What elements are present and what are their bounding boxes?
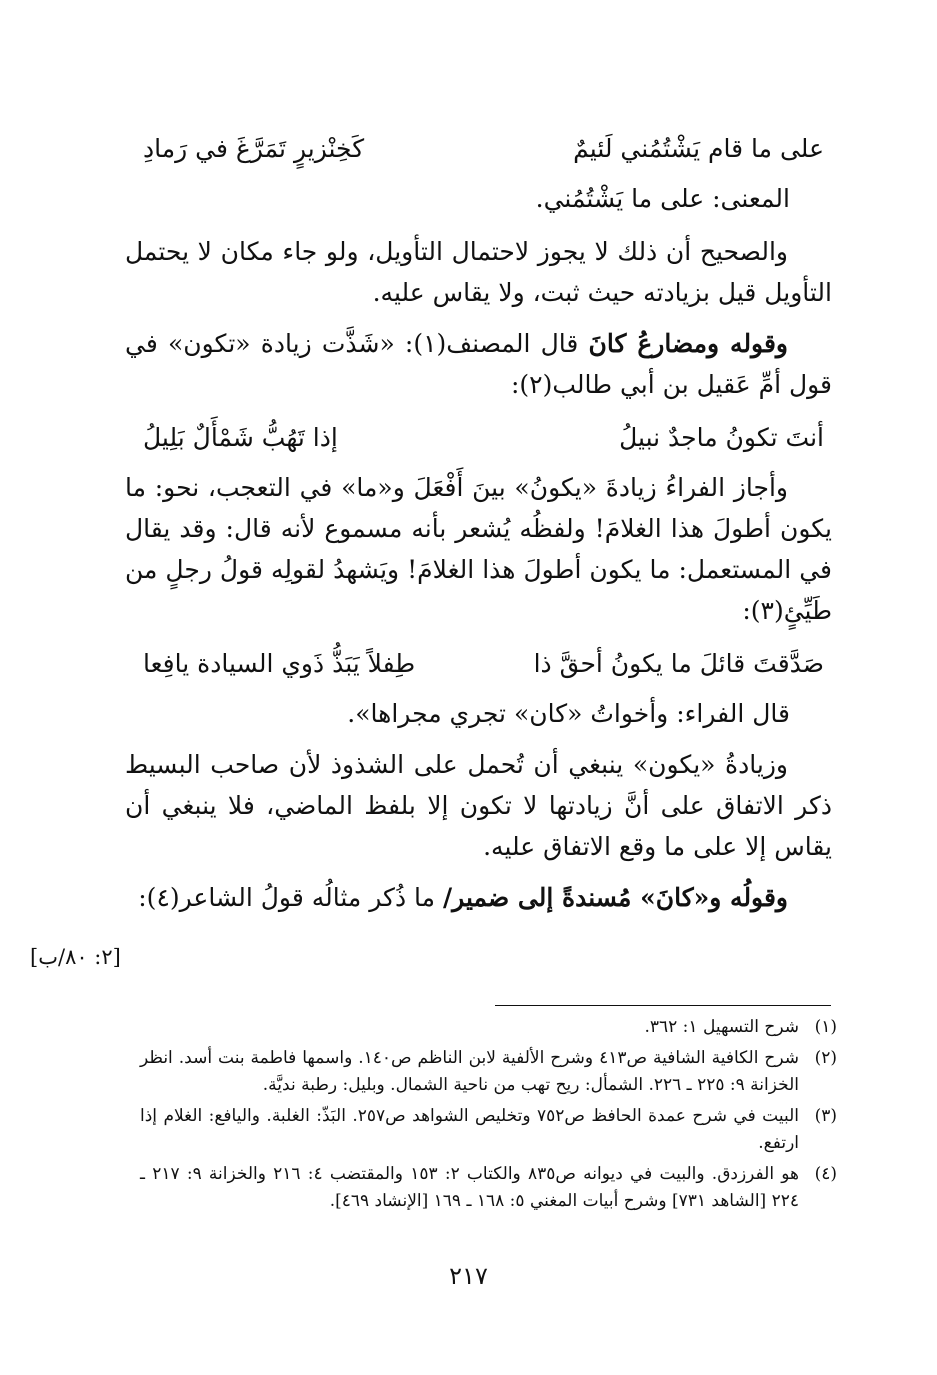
verse-1 <box>125 126 832 172</box>
footnote-text: هو الفرزدق. والبيت في ديوانه ص٨٣٥ والكتاب ٢: ١٥٣ والمقتضب ٤: ٢١٦ والخزانة ٩: ٢١٧ ـ ٢٢٤ [الشاهد ٧٣١] وشرح أبيات المغني ٥: ١٦٨ ـ ١٦٩ [الإنشاد ٤٦٩]. <box>140 1164 800 1211</box>
verse-3-second-hemistich: طِفلاً يَبَذُّ ذَوي السيادة يافِعا <box>143 649 416 678</box>
footnote-text: شرح الكافية الشافية ص٤١٣ وشرح الألفية لابن الناظم ص١٤٠. واسمها فاطمة بنت أسد. انظر الخزانة ٩: ٢٢٥ ـ ٢٢٦. الشمأل: ريح تهب من ناحية الشمال. وبليل: رطبة نديَّة. <box>140 1048 799 1095</box>
verse-2-second-hemistich: إذا تَهُبُّ شَمْأَلٌ بَلِيلُ <box>143 423 338 452</box>
footnote-number: (٢) <box>814 1048 837 1068</box>
main-text <box>125 118 832 928</box>
footnotes <box>140 1014 837 1219</box>
footnote <box>140 1103 837 1157</box>
paragraph-3: وأجاز الفراءُ زيادةَ «يكونُ» بينَ أَفْعَلَ و«ما» في التعجب، نحو: ما يكون أطولَ هذا الغلامَ! ولفظُه يُشعر بأنه مسموع لأنه قال: وقد يقال في المستعمل: ما يكون أطولَ هذا الغلامَ! ويَشهدُ لقولِه قولُ رجلٍ من طَيِّئٍ(٣): <box>125 473 832 625</box>
footnote-text: شرح التسهيل ١: ٣٦٢. <box>644 1017 799 1037</box>
verse-1-second-hemistich: كَخِنْزيرٍ تَمَرَّغَ في رَمادِ <box>143 134 365 163</box>
verse-2-first-hemistich: أنتَ تكونُ ماجدٌ نبيلُ <box>619 423 824 452</box>
footnote <box>140 1045 837 1099</box>
footnote-divider <box>495 1005 831 1006</box>
footnote-text: البيت في شرح عمدة الحافظ ص٧٥٢ وتخليص الشواهد ص٢٥٧. البَذّ: الغلبة. واليافع: الغلام إذا ارتفع. <box>140 1106 799 1153</box>
footnote-number: (٣) <box>814 1106 837 1126</box>
paragraph-5 <box>125 877 832 918</box>
paragraph-5-text: ما ذُكر مثالُه قولُ الشاعر(٤): <box>138 883 436 912</box>
manuscript-folio-marker: [٢: ٨٠/ب] <box>30 945 121 969</box>
paragraph-1: والصحيح أن ذلك لا يجوز لاحتمال التأويل، ولو جاء مكان لا يحتمل التأويل قيل بزيادته حيث ثبت، ولا يقاس عليه. <box>125 237 832 307</box>
farra-quote: قال الفراء: وأخواتُ «كان» تجري مجراها». <box>347 699 790 728</box>
paragraph-4: وزيادةُ «يكون» ينبغي أن تُحمل على الشذوذ لأن صاحب البسيط ذكر الاتفاق على أنَّ زيادتها لا تكون إلا بلفظ الماضي، فلا ينبغي أن يقاس إلا على ما وقع الاتفاق عليه. <box>125 750 832 861</box>
verse-3-first-hemistich: صَدَّقتَ قائلَ ما يكونُ أحقَّ ذا <box>533 649 824 678</box>
meaning-line: المعنى: على ما يَشْتُمُني. <box>535 184 790 213</box>
page-number: ٢١٧ <box>449 1262 488 1290</box>
paragraph-2-lead: وقوله ومضارعُ كانَ <box>588 329 788 358</box>
paragraph-2-text: قال المصنف(١): «شَذَّت زيادة «تكون» في قول أمِّ عَقيل بن أبي طالب(٢): <box>125 329 832 399</box>
footnote <box>140 1161 837 1215</box>
footnote-number: (١) <box>814 1017 837 1037</box>
footnote <box>140 1014 837 1041</box>
footnote-number: (٤) <box>814 1164 837 1184</box>
verse-1-first-hemistich: على ما قام يَشْتُمُني لَئيمٌ <box>573 134 824 163</box>
verse-3 <box>125 641 832 687</box>
paragraph-5-lead: وقولُه و«كانَ» مُسندةً إلى ضمير/ <box>443 883 788 912</box>
verse-2 <box>125 415 832 461</box>
paragraph-2 <box>125 323 832 405</box>
